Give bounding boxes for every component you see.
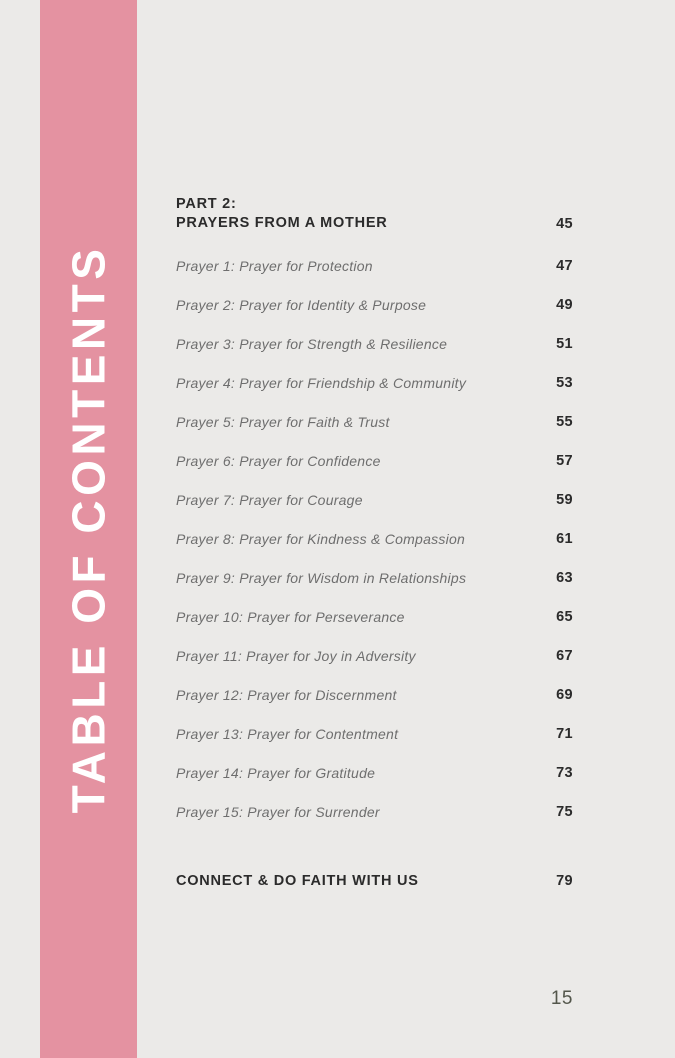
toc-entry-label: Prayer 10: Prayer for Perseverance <box>176 608 405 625</box>
toc-entry-label: Prayer 13: Prayer for Contentment <box>176 725 399 742</box>
toc-entry-page: 69 <box>556 686 573 703</box>
page-number-folio: 15 <box>550 988 573 1009</box>
toc-entry-page: 61 <box>556 530 573 547</box>
toc-footer-entry-label: CONNECT & DO FAITH WITH US <box>176 873 419 889</box>
toc-entry-page: 47 <box>556 257 573 274</box>
toc-part-heading-label <box>176 195 388 232</box>
toc-entry-row[interactable] <box>176 675 573 714</box>
toc-entry-row[interactable] <box>176 636 573 675</box>
toc-entry-page: 75 <box>556 803 573 820</box>
toc-entry-row[interactable] <box>176 324 573 363</box>
toc-entry-row[interactable] <box>176 792 573 831</box>
toc-entry-label: Prayer 8: Prayer for Kindness & Compassion <box>176 530 466 547</box>
table-of-contents-title: TABLE OF CONTENTS <box>62 244 115 814</box>
toc-entry-page: 67 <box>556 647 573 664</box>
toc-entry-row[interactable] <box>176 441 573 480</box>
toc-entry-label: Prayer 15: Prayer for Surrender <box>176 803 380 820</box>
toc-entry-row[interactable] <box>176 480 573 519</box>
toc-entry-row[interactable] <box>176 597 573 636</box>
toc-entry-row[interactable] <box>176 363 573 402</box>
toc-entry-page: 57 <box>556 452 573 469</box>
toc-content-column <box>176 0 573 1058</box>
toc-entry-page: 53 <box>556 374 573 391</box>
toc-entry-label: Prayer 5: Prayer for Faith & Trust <box>176 413 390 430</box>
toc-entry-row[interactable] <box>176 753 573 792</box>
toc-entry-page: 73 <box>556 764 573 781</box>
toc-entry-row[interactable] <box>176 558 573 597</box>
toc-part-heading-line2: PRAYERS FROM A MOTHER <box>176 214 388 231</box>
toc-footer-entry-page: 79 <box>556 873 573 889</box>
toc-entry-row[interactable] <box>176 714 573 753</box>
toc-part-heading-page: 45 <box>556 216 573 232</box>
sidebar-title-container <box>40 0 137 1058</box>
toc-entry-row[interactable] <box>176 246 573 285</box>
toc-entry-page: 59 <box>556 491 573 508</box>
toc-part-heading-line1: PART 2: <box>176 196 237 212</box>
toc-entry-page: 65 <box>556 608 573 625</box>
toc-entry-label: Prayer 14: Prayer for Gratitude <box>176 764 376 781</box>
toc-entry-label: Prayer 6: Prayer for Confidence <box>176 452 381 469</box>
toc-entry-page: 55 <box>556 413 573 430</box>
toc-entry-label: Prayer 2: Prayer for Identity & Purpose <box>176 296 427 313</box>
toc-entry-row[interactable] <box>176 519 573 558</box>
toc-entry-page: 63 <box>556 569 573 586</box>
toc-entry-label: Prayer 1: Prayer for Protection <box>176 257 373 274</box>
toc-entry-page: 51 <box>556 335 573 352</box>
toc-entry-label: Prayer 3: Prayer for Strength & Resilience <box>176 335 448 352</box>
toc-list <box>176 195 573 831</box>
toc-entry-label: Prayer 12: Prayer for Discernment <box>176 686 397 703</box>
toc-entry-label: Prayer 11: Prayer for Joy in Adversity <box>176 647 416 664</box>
toc-entry-label: Prayer 4: Prayer for Friendship & Community <box>176 374 467 391</box>
toc-entry-row[interactable] <box>176 402 573 441</box>
toc-entry-label: Prayer 7: Prayer for Courage <box>176 491 363 508</box>
toc-entry-row[interactable] <box>176 285 573 324</box>
toc-part-heading-row[interactable] <box>176 195 573 232</box>
toc-entry-page: 71 <box>556 725 573 742</box>
toc-entry-label: Prayer 9: Prayer for Wisdom in Relationships <box>176 569 467 586</box>
toc-footer-entry-row[interactable] <box>176 873 573 889</box>
toc-entry-page: 49 <box>556 296 573 313</box>
